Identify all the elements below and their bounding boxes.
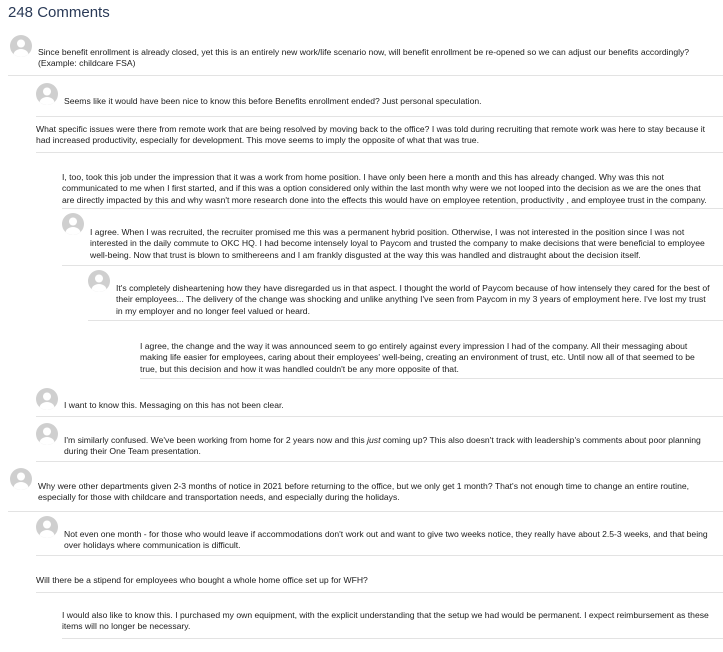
comment-item <box>62 608 723 639</box>
comment-item <box>36 386 723 417</box>
comment-text: It's completely disheartening how they have disregarded us in that aspect. I thought the world of Paycom because of how intensely they cared for the best of their employees... The delivery of the change was shocking and unlike anything I've seen from Paycom in my 3 years of employment here. I've lost my trust in my employer and no longer feel valued or heard. <box>116 283 710 316</box>
comment-text: Seems like it would have been nice to know this before Benefits enrollment ended? Just personal speculation. <box>64 96 482 106</box>
comment-text-emphasis: just <box>367 435 381 445</box>
comment-item <box>62 170 723 209</box>
user-avatar-icon[interactable] <box>62 213 84 235</box>
comment-item <box>36 516 723 556</box>
comment-text: Not even one month - for those who would leave if accommodations don't work out and want to give two weeks notice, they really have about 2.5-3 weeks, and that being over holidays where communication is difficult. <box>64 529 708 551</box>
user-avatar-icon[interactable] <box>10 468 32 490</box>
comment-text: I, too, took this job under the impression that it was a work from home position. I have only been here a month and this has already changed. Why was this not communicated to me when I first started, and if this was a option considered only within the last month why were we not looped into the decision as we are the ones that are directly impacted by this and why wasn't more research done into the effects this would have on employee retention, productivity , and employee trust in the company. <box>62 172 707 205</box>
comment-item <box>36 570 723 593</box>
comment-item <box>8 30 723 76</box>
comment-text-part: I'm similarly confused. We've been working from home for 2 years now and this <box>64 435 368 445</box>
comment-item <box>88 270 723 321</box>
comment-text: I agree, the change and the way it was announced seem to go entirely against every impression I had of the company. All their messaging about making life easier for employees, caring about their employees' well-being, creating an environment of trust, etc. Until now all of that seemed to be true, but this decision and how it was handled couldn't be any more opposite of that. <box>140 341 695 374</box>
comment-item <box>140 336 723 379</box>
comment-text: I agree. When I was recruited, the recruiter promised me this was a permanent hybrid position. Otherwise, I was not interested in the position since I was not interested in the daily commute to OKC HQ. I had become intensely loyal to Paycom and trusted the company to make decisions that were beneficial to employee well-being. Now that trust is blown to smithereens and I am frankly disgusted at the way this was handled and distraught about the decision itself. <box>90 227 705 260</box>
user-avatar-icon[interactable] <box>36 423 58 445</box>
comment-item <box>62 213 723 266</box>
user-avatar-icon[interactable] <box>36 516 58 538</box>
comment-text: Why were other departments given 2-3 months of notice in 2021 before returning to the office, but we only get 1 month? That's not enough time to change an entire routine, especially for those with childcare and transportation needs, and especially during the holidays. <box>38 481 690 503</box>
user-avatar-icon[interactable] <box>36 83 58 105</box>
comment-item <box>36 122 723 153</box>
comments-count-title: 248 Comments <box>8 4 110 21</box>
comment-text: I want to know this. Messaging on this has not been clear. <box>64 400 284 410</box>
comment-item <box>8 466 723 512</box>
comment-text-part: coming up? This also doesn't track with leadership's comments about poor planning during their One Team presentation. <box>64 435 701 457</box>
comment-text: What specific issues were there from remote work that are being resolved by moving back to the office? I was told during recruiting that remote work was here to stay because it had increased productivity, especially for development. This move seems to imply the opposite of what that was true. <box>36 124 706 146</box>
comment-text: Since benefit enrollment is already closed, yet this is an entirely new work/life scenario now, will benefit enrollment be re-opened so we can adjust our benefits accordingly? (Example: childcare FSA) <box>38 47 690 69</box>
comment-item <box>36 421 723 462</box>
user-avatar-icon[interactable] <box>10 35 32 57</box>
user-avatar-icon[interactable] <box>36 388 58 410</box>
comment-text: Will there be a stipend for employees who bought a whole home office set up for WFH? <box>36 575 368 585</box>
comment-item <box>36 80 723 117</box>
comment-text: I would also like to know this. I purchased my own equipment, with the explicit understanding that the setup we had would be permanent. I expect reimbursement as these items will no longer be necessary. <box>62 610 709 632</box>
comment-text <box>64 435 711 458</box>
user-avatar-icon[interactable] <box>88 270 110 292</box>
